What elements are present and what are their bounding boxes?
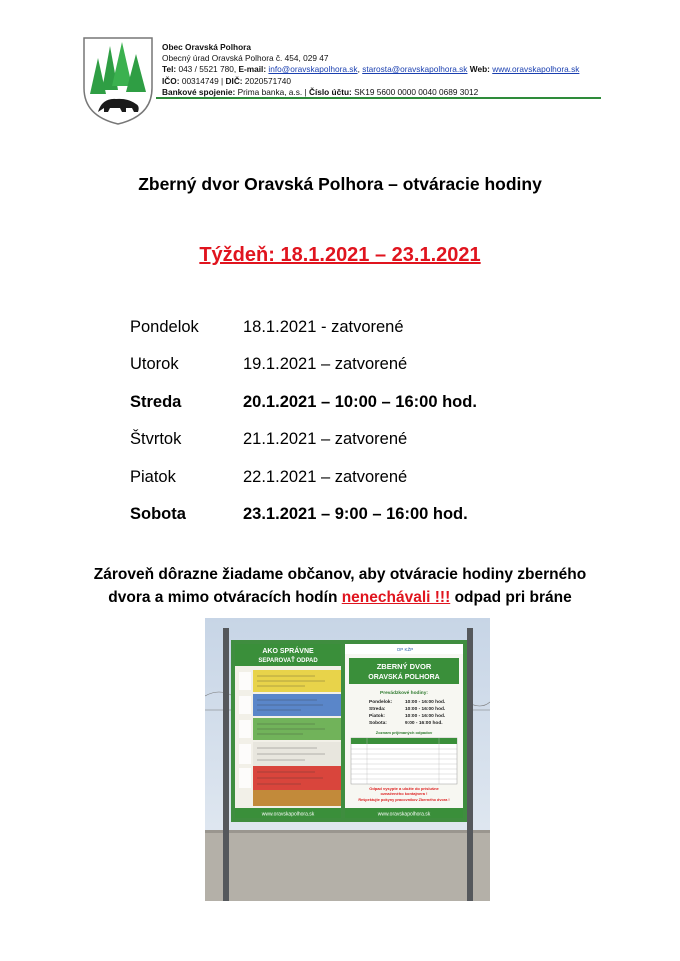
bank-value: Prima banka, a.s.: [237, 86, 303, 97]
sign-warning-2: označeného kontajnera !: [380, 791, 428, 796]
sign-hours-heading: Prevádzkové hodiny:: [380, 691, 428, 696]
ico-value: 00314749: [181, 75, 219, 86]
ico-label: IČO:: [162, 75, 180, 86]
letterhead-divider: [156, 97, 601, 99]
schedule-day: Štvrtok: [130, 430, 182, 449]
account-label: Číslo účtu:: [308, 86, 352, 97]
notice-line-2-start: dvora a mimo otváracích hodín: [108, 589, 338, 606]
schedule-list: [130, 314, 477, 538]
schedule-info: 21.1.2021 – zatvorené: [243, 430, 408, 449]
web-link[interactable]: www.oravskapolhora.sk: [492, 64, 580, 75]
schedule-info: 18.1.2021 - zatvorené: [243, 318, 404, 336]
schedule-info: 19.1.2021 – zatvorené: [243, 355, 408, 374]
letterhead: Obec Oravská Polhora Obecný úrad Oravská Polhora č. 454, 029 47 Tel: 043 / 5521 780, E-mail: info@oravskapolhora.sk, starosta@oravskapolhora.sk Web: www.oravskapolhora.sk IČO: 00314749 | DIČ: 2020571740 Bankové spojenie: Prima banka, a.s. | Číslo účtu: SK19 5600 0000 0040 0689 3012: [162, 42, 602, 98]
sign-hours-day: Pondelok:: [369, 700, 393, 705]
sign-hours-day: Piatok:: [369, 714, 385, 719]
sign-warning-1: Odpad vysypte a uložte do príslušne: [369, 786, 439, 791]
sign-left-heading-2: SEPAROVAŤ ODPAD: [258, 658, 318, 664]
sign-list-heading: Zoznam prijímaných odpadov: [375, 730, 433, 735]
account-value: SK19 5600 0000 0040 0689 3012: [354, 86, 479, 97]
sign-right-heading-1: ZBERNÝ DVOR: [376, 662, 432, 671]
sign-website-left: www.oravskapolhora.sk: [261, 811, 315, 818]
schedule-row: [130, 426, 477, 463]
dic-label: DIČ:: [225, 75, 243, 86]
schedule-info: 22.1.2021 – zatvorené: [243, 467, 408, 486]
email-info-link[interactable]: info@oravskapolhora.sk: [268, 64, 358, 75]
schedule-day: Sobota: [130, 504, 186, 523]
dic-value: 2020571740: [244, 75, 292, 86]
email-label: E-mail:: [238, 64, 267, 75]
notice-emphasis: nenechávali !!!: [341, 589, 451, 606]
notice-paragraph: [0, 563, 680, 609]
schedule-row: [130, 389, 477, 426]
sign-website-right: www.oravskapolhora.sk: [377, 811, 431, 818]
schedule-day: Pondelok: [130, 318, 199, 336]
notice-line-2-end: odpad pri bráne: [454, 589, 572, 606]
sign-hours-time: 10:00 - 16:00 hod.: [405, 707, 446, 712]
web-label: Web:: [469, 64, 490, 75]
sign-left-heading-1: AKO SPRÁVNE: [262, 648, 314, 655]
schedule-row: [130, 501, 477, 538]
tel-label: Tel:: [162, 64, 177, 75]
tel-value: 043 / 5521 780,: [178, 64, 237, 75]
schedule-row: [130, 464, 477, 501]
email-starosta-link[interactable]: starosta@oravskapolhora.sk: [362, 64, 468, 75]
notice-line-1: Zároveň dôrazne žiadame občanov, aby otváracie hodiny zberného: [93, 566, 587, 583]
sign-hours-day: Sobota:: [369, 721, 387, 726]
sign-photo: [205, 618, 490, 901]
municipal-crest-logo: [82, 36, 154, 126]
sign-op-kzp: OP KŽP: [396, 647, 414, 652]
sign-hours-time: 9:00 - 16:00 hod.: [405, 721, 443, 726]
schedule-row: [130, 314, 477, 351]
schedule-info: 20.1.2021 – 10:00 – 16:00 hod.: [243, 392, 477, 411]
schedule-info: 23.1.2021 – 9:00 – 16:00 hod.: [243, 504, 468, 523]
org-name: Obec Oravská Polhora: [162, 42, 252, 52]
schedule-day: Utorok: [130, 355, 179, 374]
bank-label: Bankové spojenie:: [162, 86, 236, 97]
document-title: Zberný dvor Oravská Polhora – otváracie hodiny: [138, 174, 542, 194]
schedule-day: Streda: [130, 392, 182, 411]
sign-warning-3: Rešpektujte pokyny pracovníkov Zberného dvora !: [358, 798, 450, 802]
sign-right-heading-2: ORAVSKÁ POLHORA: [368, 674, 440, 681]
week-heading: Týždeň: 18.1.2021 – 23.1.2021: [199, 244, 481, 266]
sign-hours-day: Streda:: [369, 707, 386, 712]
sign-hours-time: 10:00 - 16:00 hod.: [405, 700, 446, 705]
office-address: Obecný úrad Oravská Polhora č. 454, 029 47: [162, 53, 329, 64]
schedule-row: [130, 351, 477, 388]
schedule-day: Piatok: [130, 467, 176, 486]
sign-hours-time: 10:00 - 16:00 hod.: [405, 714, 446, 719]
